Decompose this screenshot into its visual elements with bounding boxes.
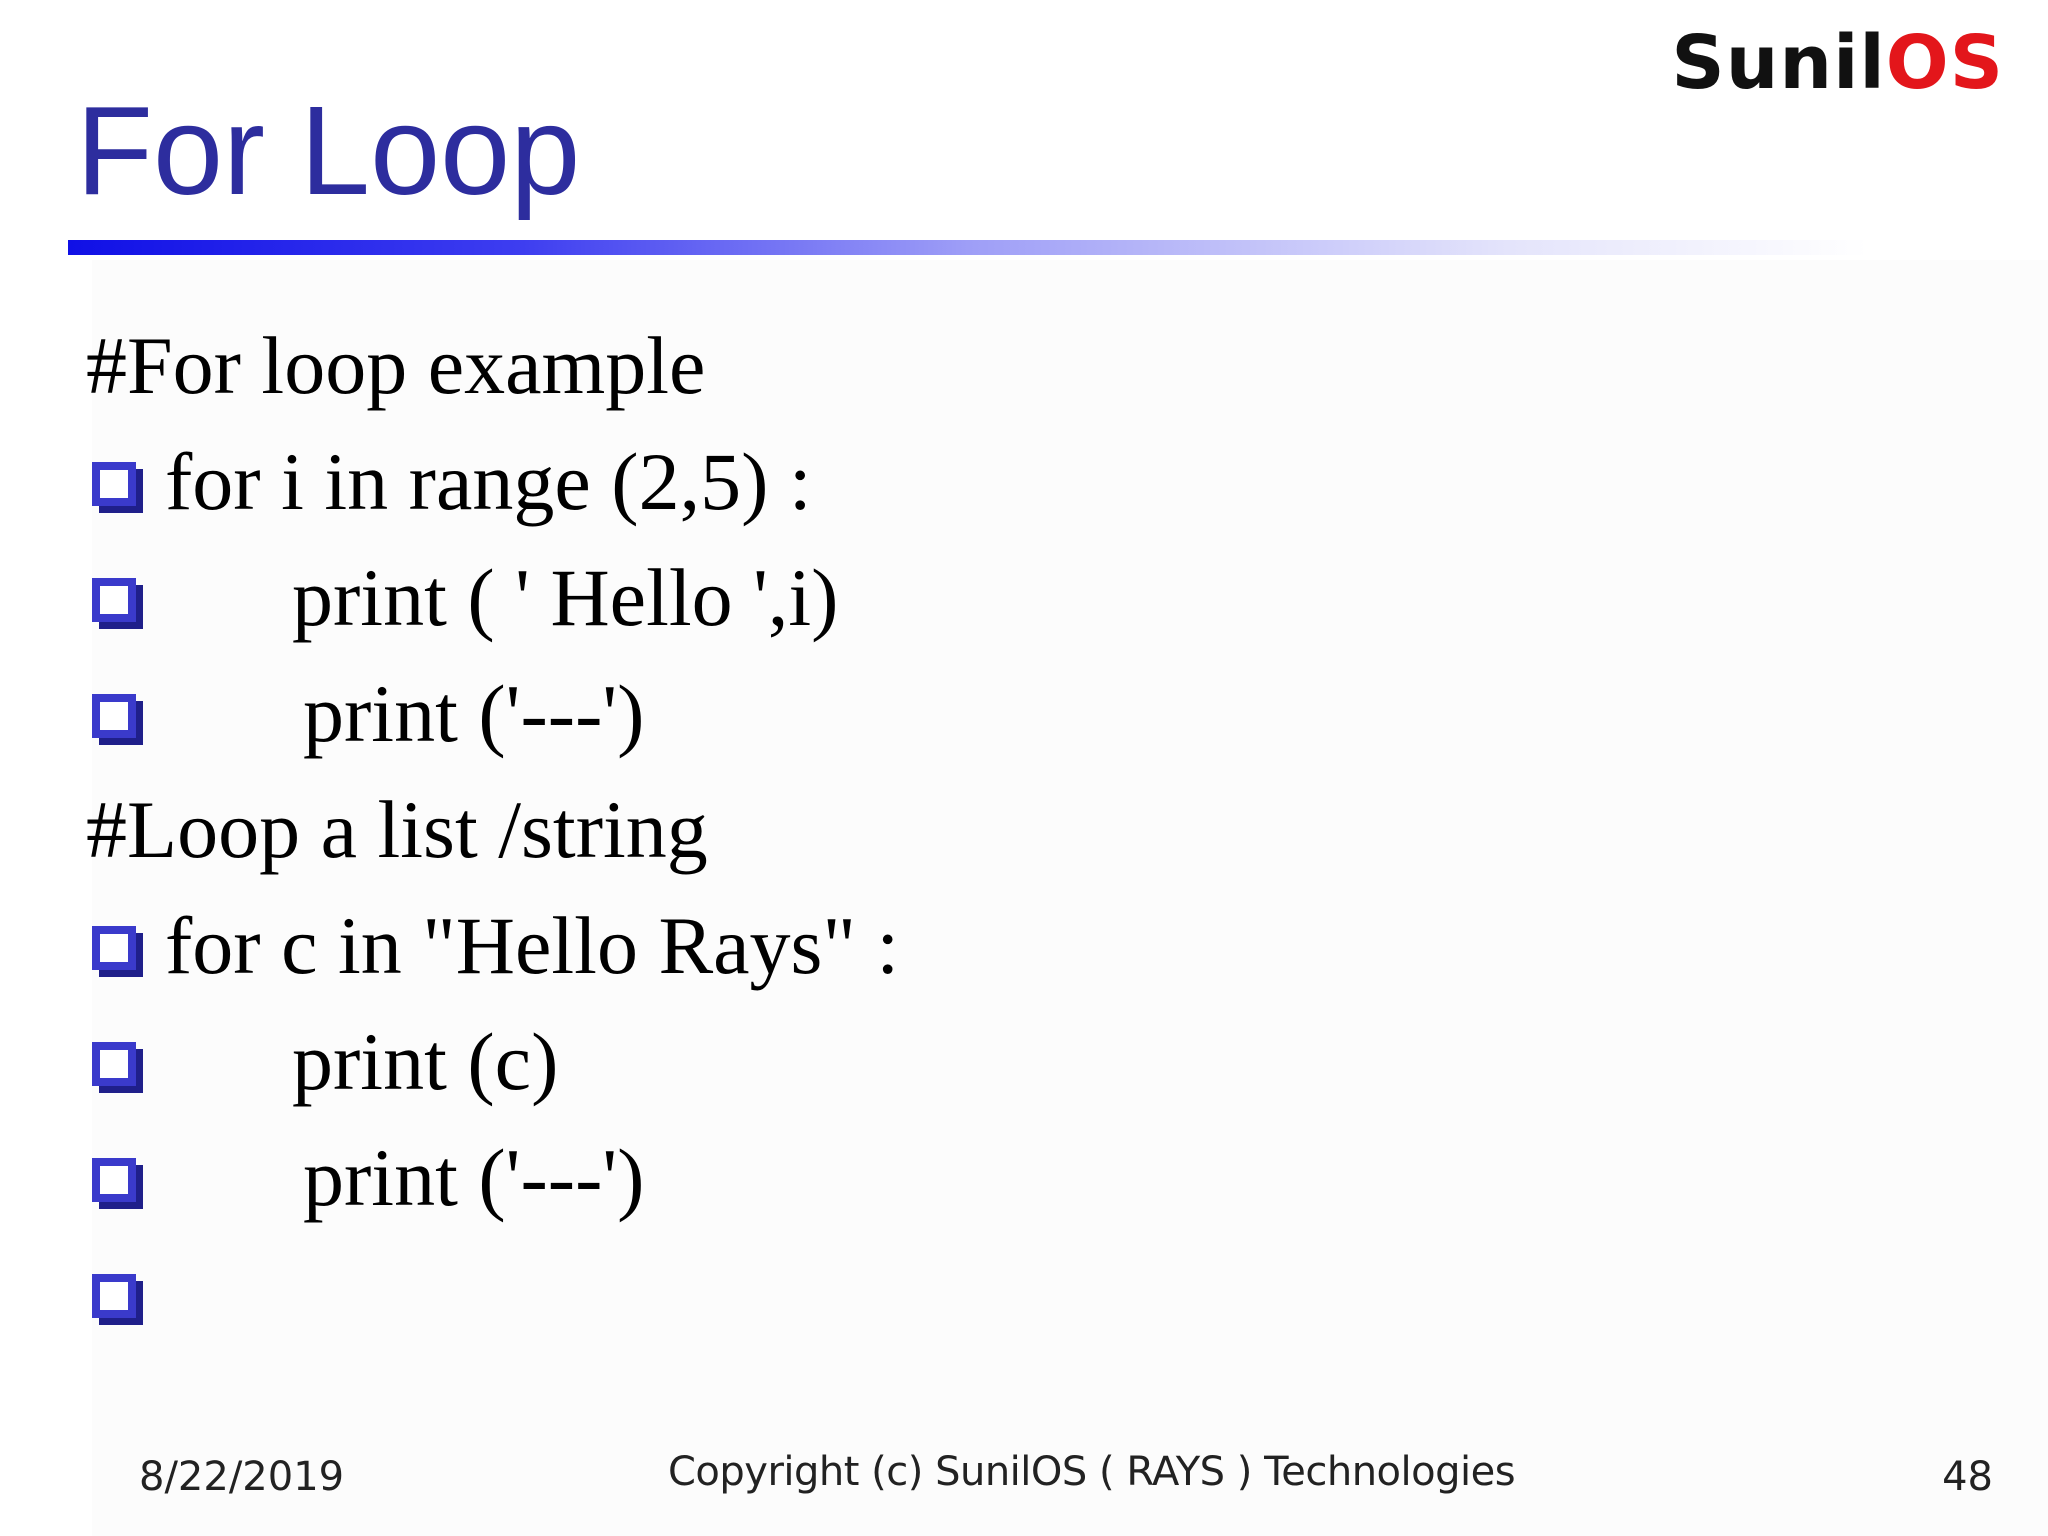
hollow-square-bullet-icon [92, 462, 136, 506]
comment-line [0, 316, 1900, 416]
bullet-line [0, 432, 1900, 532]
line-text: print ( ' Hello ',i) [292, 552, 839, 643]
footer-copyright: Copyright (c) SunilOS ( RAYS ) Technologies [668, 1449, 1516, 1495]
line-text: #Loop a list /string [86, 784, 708, 875]
line-text: print (c) [292, 1016, 559, 1107]
hollow-square-bullet-icon [92, 1042, 136, 1086]
line-text: for i in range (2,5) : [165, 436, 812, 527]
bullet-line [0, 896, 1900, 996]
line-text: for c in "Hello Rays" : [165, 900, 900, 991]
hollow-square-bullet-icon [92, 926, 136, 970]
bullet-line [0, 1128, 1900, 1228]
line-text: print ('---') [303, 668, 645, 759]
bullet-line [0, 664, 1900, 764]
brand-name: Sunil [1671, 20, 1886, 106]
page-number: 48 [1942, 1454, 1993, 1500]
brand-accent: OS [1885, 20, 2004, 106]
hollow-square-bullet-icon [92, 694, 136, 738]
hollow-square-bullet-icon [92, 1274, 136, 1318]
line-text: #For loop example [86, 320, 706, 411]
line-text: print ('---') [303, 1132, 645, 1223]
hollow-square-bullet-icon [92, 578, 136, 622]
footer-date: 8/22/2019 [139, 1454, 345, 1500]
bullet-line [0, 548, 1900, 648]
comment-line [0, 780, 1900, 880]
hollow-square-bullet-icon [92, 1158, 136, 1202]
bullet-line [0, 1012, 1900, 1112]
bullet-line [0, 1244, 1900, 1344]
slide-title: For Loop [76, 80, 581, 221]
